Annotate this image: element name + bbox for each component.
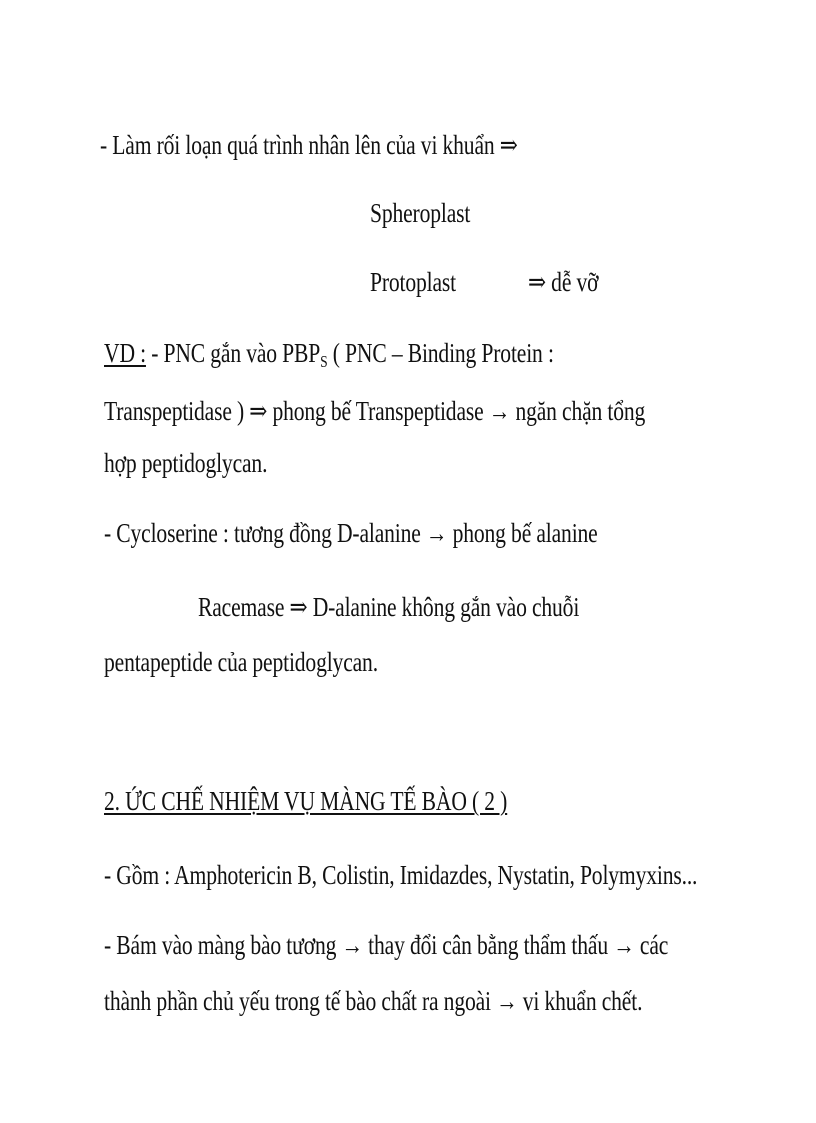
text-line-disruption: - Làm rối loạn quá trình nhân lên của vi khuẩn ⇒ [100, 130, 518, 160]
vd-label: VD : [104, 338, 146, 368]
text-line-includes: - Gồm : Amphotericin B, Colistin, Imidazdes, Nystatin, Polymyxins... [104, 860, 698, 890]
vd-subscript: S [320, 352, 328, 371]
text-line-transpeptidase: Transpeptidase ) ⇒ phong bế Transpeptidase → ngăn chặn tổng [104, 396, 646, 426]
text-line-attach: - Bám vào màng bào tương → thay đổi cân bằng thẩm thấu → các [104, 930, 669, 960]
vd-text-b: ( PNC – Binding Protein : [327, 338, 554, 368]
text-line-peptidoglycan: hợp peptidoglycan. [104, 448, 268, 478]
text-protoplast: Protoplast [370, 267, 457, 297]
section-heading: 2. ỨC CHẾ NHIỆM VỤ MÀNG TẾ BÀO ( 2 ) [104, 786, 508, 816]
text-line-components: thành phần chủ yếu trong tế bào chất ra ngoài → vi khuẩn chết. [104, 986, 643, 1016]
text-line-racemase: Racemase ⇒ D-alanine không gắn vào chuỗi [198, 592, 580, 622]
text-line-vd [104, 336, 554, 379]
text-line-cycloserine: - Cycloserine : tương đồng D-alanine → phong bế alanine [104, 518, 598, 548]
text-line-pentapeptide: pentapeptide của peptidoglycan. [104, 647, 378, 677]
text-protoplast-result: ⇒ dễ vỡ [528, 267, 599, 297]
text-spheroplast: Spheroplast [370, 198, 471, 228]
vd-text-a: - PNC gắn vào PBP [151, 338, 321, 368]
